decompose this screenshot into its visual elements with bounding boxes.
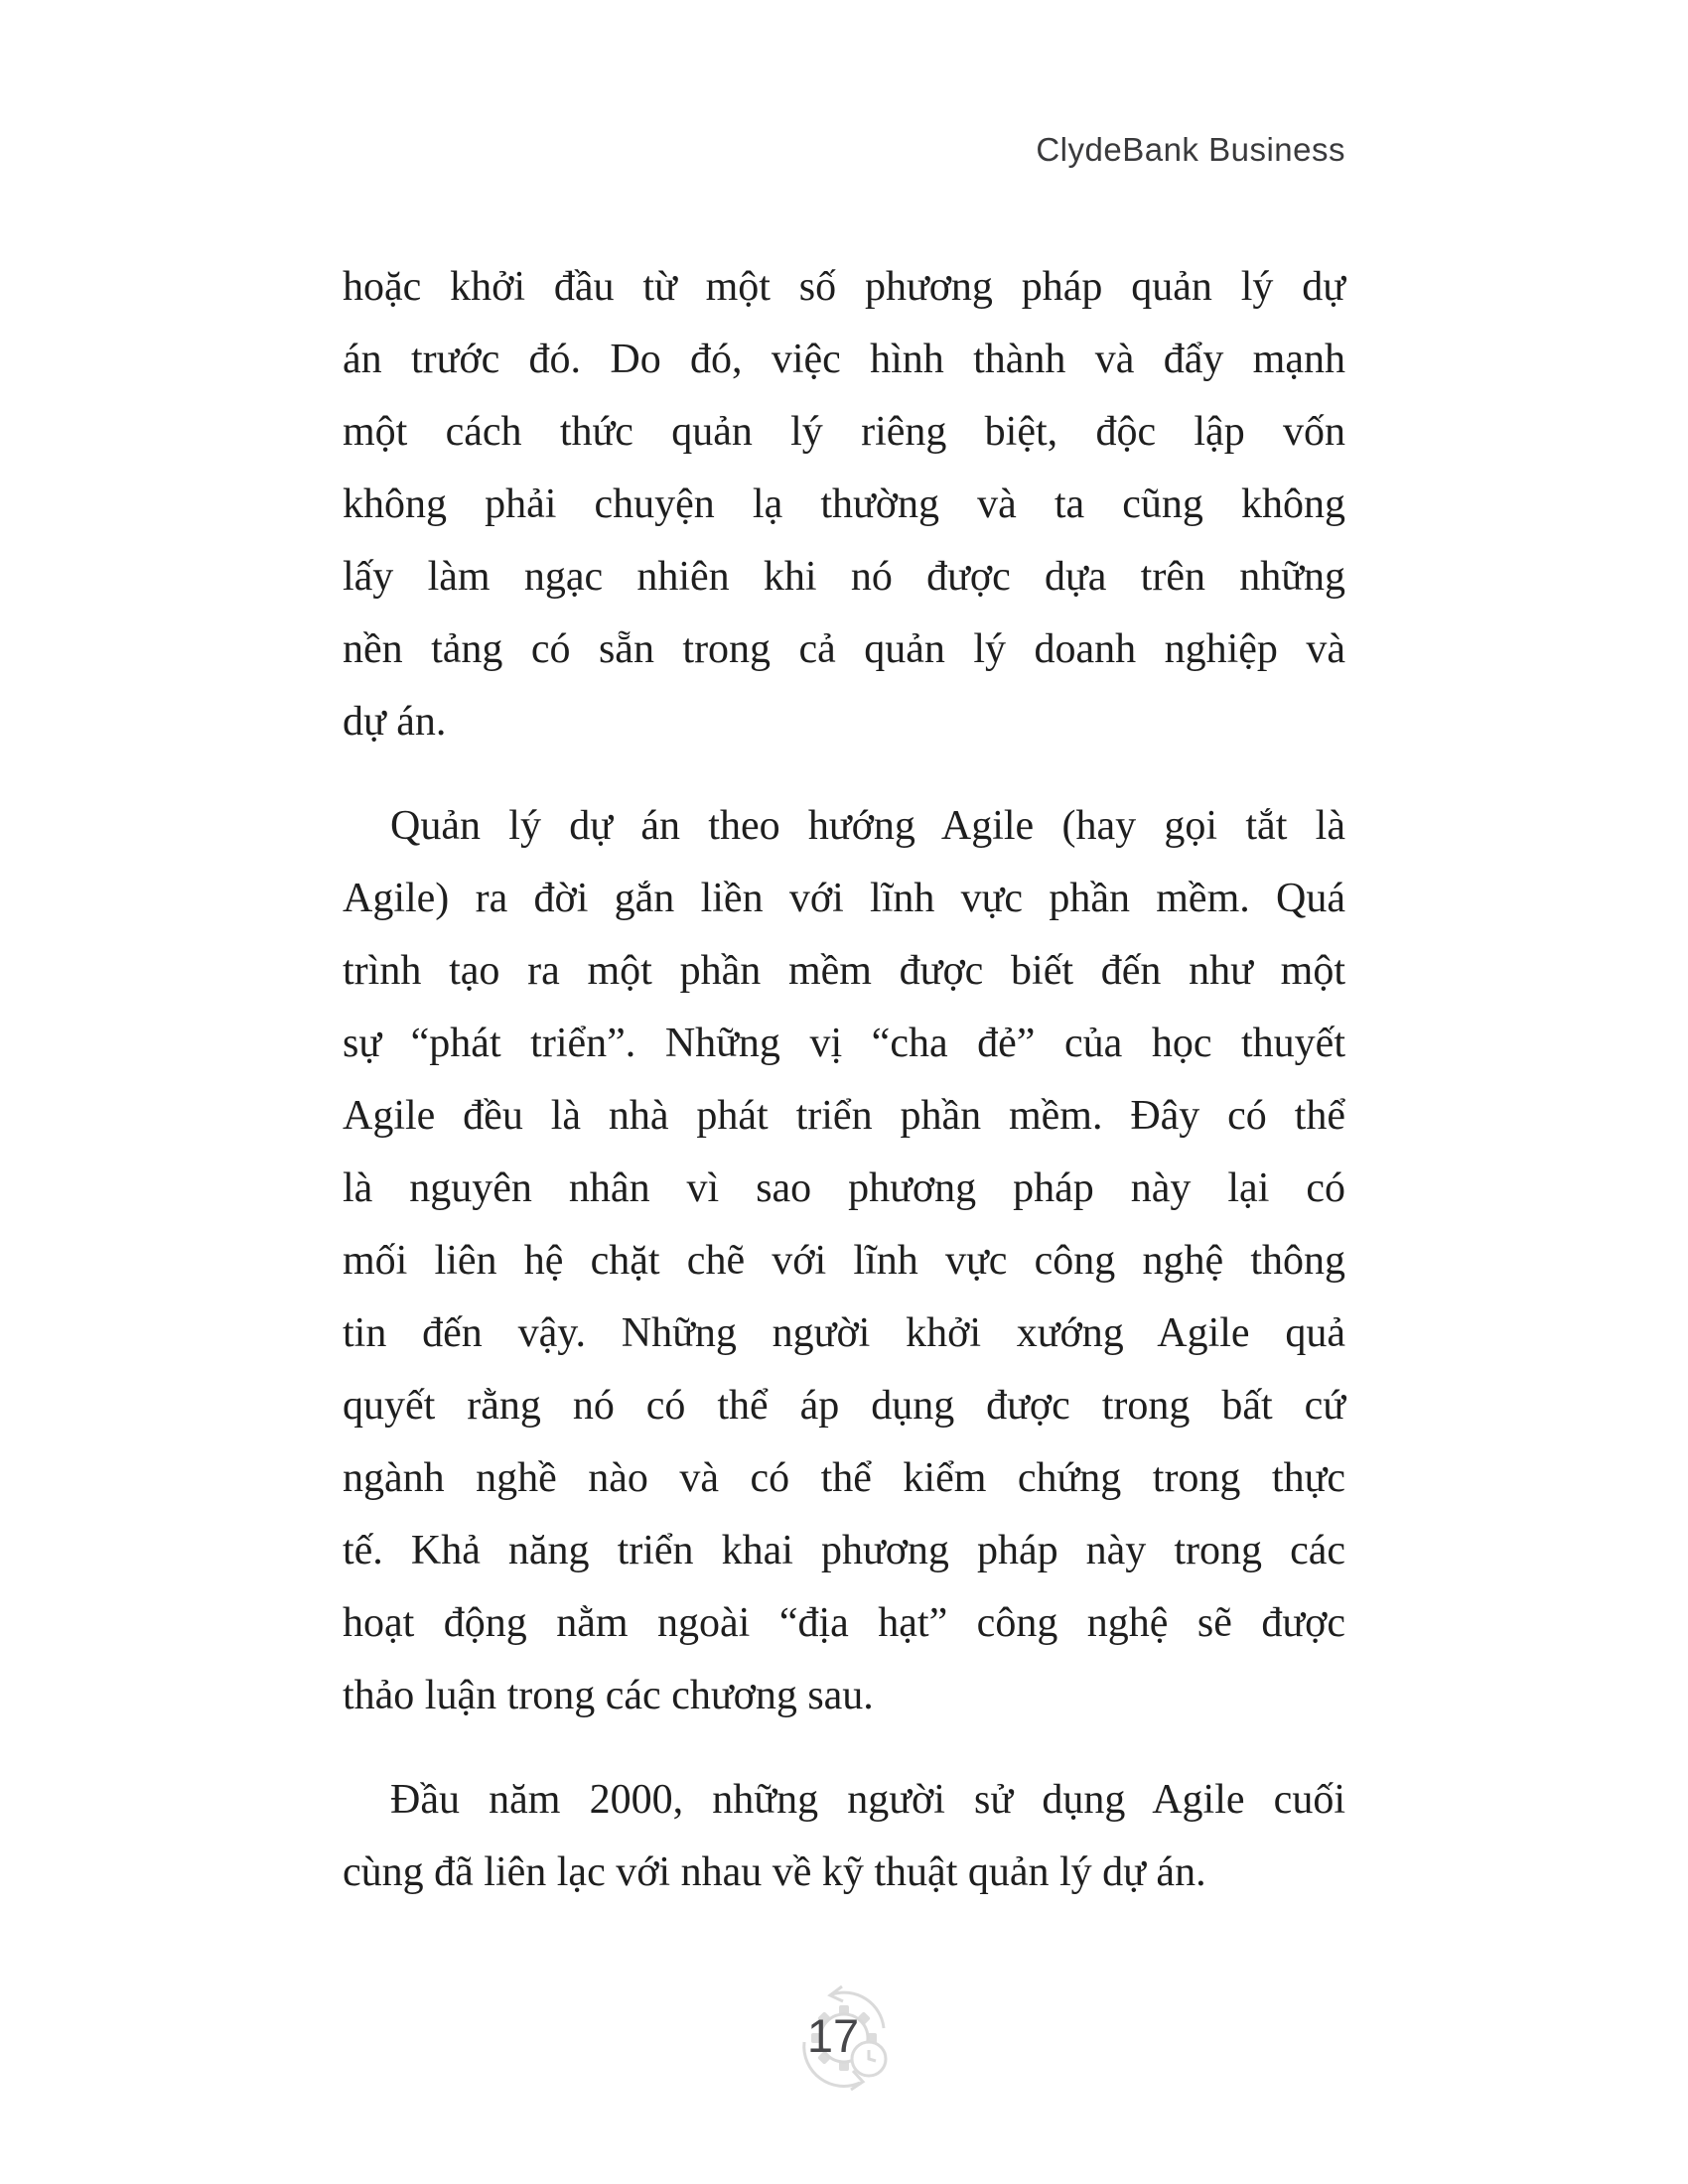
text-line: một cách thức quản lý riêng biệt, độc lập vốn — [343, 409, 1345, 455]
text-line: tin đến vậy. Những người khởi xướng Agile quả — [343, 1310, 1345, 1356]
text-line: không phải chuyện lạ thường và ta cũng không — [343, 481, 1345, 527]
body-text — [343, 251, 1345, 1909]
paragraph — [343, 1764, 1345, 1909]
text-line: Agile) ra đời gắn liền với lĩnh vực phần mềm. Quá — [343, 876, 1345, 921]
text-line: cùng đã liên lạc với nhau về kỹ thuật quản lý dự án. — [343, 1849, 1206, 1895]
text-line: mối liên hệ chặt chẽ với lĩnh vực công nghệ thông — [343, 1238, 1345, 1284]
page-footer — [774, 1980, 914, 2095]
paragraph — [343, 790, 1345, 1732]
paragraph — [343, 251, 1345, 758]
text-line: Quản lý dự án theo hướng Agile (hay gọi tắt là — [390, 803, 1345, 849]
text-line: nền tảng có sẵn trong cả quản lý doanh nghiệp và — [343, 626, 1345, 672]
text-line: dự án. — [343, 699, 447, 745]
text-line: lấy làm ngạc nhiên khi nó được dựa trên những — [343, 554, 1345, 600]
text-line: thảo luận trong các chương sau. — [343, 1673, 874, 1718]
text-line: ngành nghề nào và có thể kiểm chứng trong thực — [343, 1455, 1345, 1501]
text-line: án trước đó. Do đó, việc hình thành và đẩy mạnh — [343, 337, 1345, 382]
running-header: ClydeBank Business — [1036, 131, 1345, 168]
text-line: trình tạo ra một phần mềm được biết đến như một — [343, 948, 1345, 994]
text-line: tế. Khả năng triển khai phương pháp này trong các — [343, 1528, 1345, 1573]
page-number: 17 — [806, 2009, 860, 2062]
text-line: là nguyên nhân vì sao phương pháp này lại có — [343, 1165, 1345, 1211]
text-line: sự “phát triển”. Những vị “cha đẻ” của học thuyết — [343, 1021, 1345, 1066]
text-line: hoặc khởi đầu từ một số phương pháp quản lý dự — [343, 264, 1345, 310]
text-line: quyết rằng nó có thể áp dụng được trong bất cứ — [343, 1383, 1345, 1429]
text-line: Đầu năm 2000, những người sử dụng Agile cuối — [390, 1777, 1345, 1823]
text-line: hoạt động nằm ngoài “địa hạt” công nghệ sẽ được — [343, 1600, 1345, 1646]
text-line: Agile đều là nhà phát triển phần mềm. Đây có thể — [343, 1093, 1345, 1139]
